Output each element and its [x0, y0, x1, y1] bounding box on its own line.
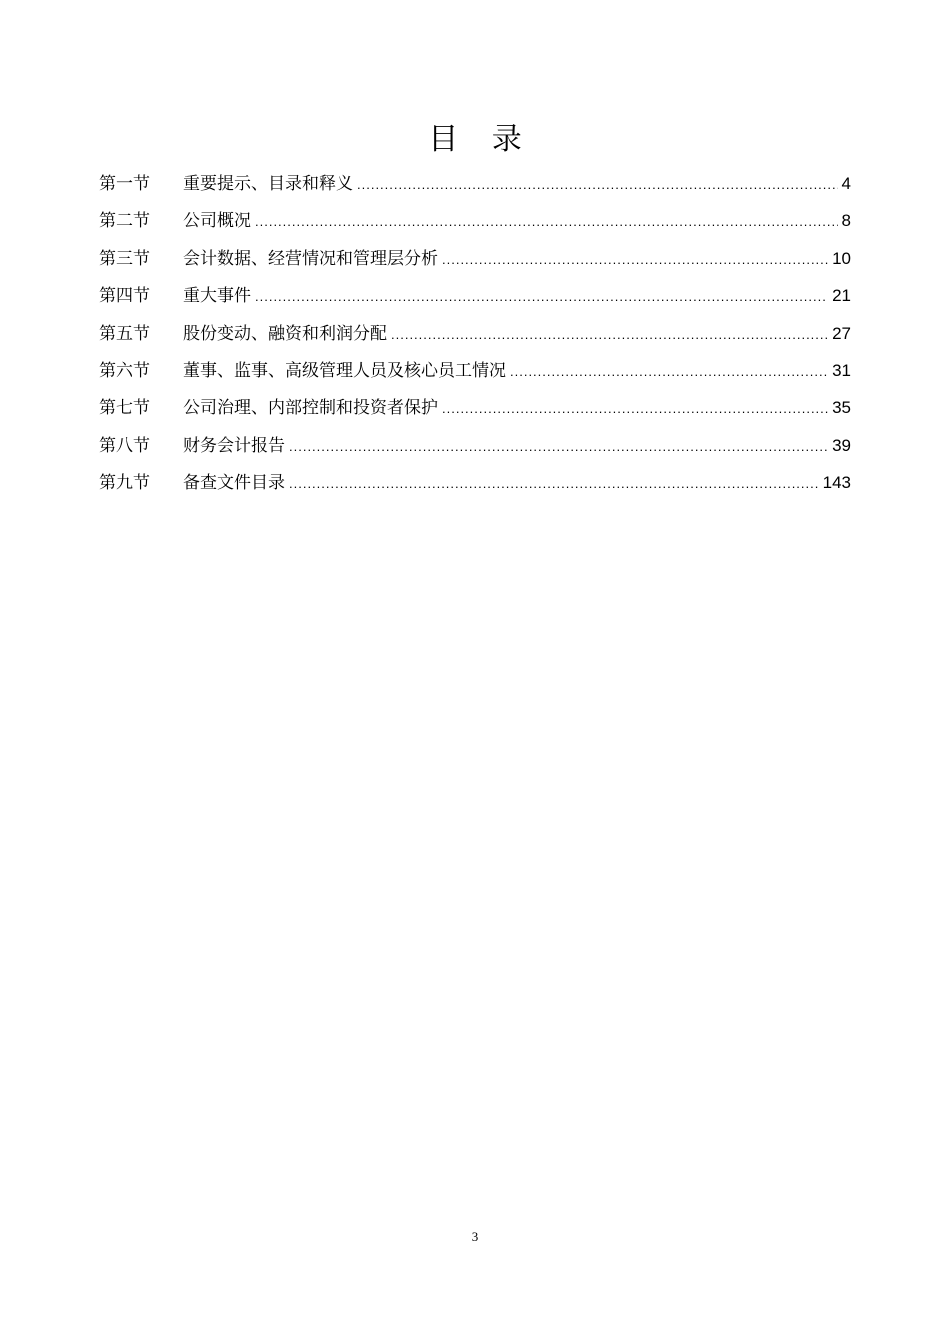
toc-entry[interactable] [99, 165, 851, 202]
toc-section-title: 董事、监事、高级管理人员及核心员工情况 [183, 360, 506, 381]
toc-section-title: 财务会计报告 [183, 435, 285, 456]
toc-section-number: 第九节 [99, 473, 150, 494]
toc-section-title: 公司治理、内部控制和投资者保护 [183, 398, 438, 419]
toc-page-number: 31 [832, 360, 851, 380]
toc-entry[interactable] [99, 389, 851, 426]
toc-page-number: 143 [822, 473, 851, 493]
page-title: 目 录 [428, 122, 534, 157]
toc-page-number: 35 [832, 398, 851, 418]
page-footer-number: 3 [471, 1229, 479, 1244]
toc-entry[interactable] [99, 277, 851, 314]
toc-dot-leader [510, 353, 828, 390]
toc-section-number: 第四节 [99, 286, 150, 307]
toc-section-number: 第三节 [99, 248, 150, 269]
toc-entry[interactable] [99, 315, 851, 352]
toc-dot-leader [289, 428, 828, 465]
toc-page-number: 21 [832, 286, 851, 306]
toc-section-number: 第五节 [99, 323, 150, 344]
toc-section-number: 第七节 [99, 398, 150, 419]
toc-page-number: 10 [832, 248, 851, 268]
toc-dot-leader [357, 166, 838, 203]
toc-dot-leader [255, 203, 838, 240]
toc-section-title: 备查文件目录 [183, 473, 285, 494]
toc-dot-leader [391, 316, 828, 353]
toc-entry[interactable] [99, 427, 851, 464]
toc-entry[interactable] [99, 202, 851, 239]
toc-section-title: 会计数据、经营情况和管理层分析 [183, 248, 438, 269]
toc-dot-leader [255, 278, 828, 315]
toc-page-number: 4 [841, 174, 851, 193]
toc-section-title: 公司概况 [183, 211, 251, 232]
toc-section-title: 股份变动、融资和利润分配 [183, 323, 387, 344]
toc-section-title: 重要提示、目录和释义 [183, 174, 353, 194]
toc-section-title: 重大事件 [183, 286, 251, 307]
toc-entry[interactable] [99, 352, 851, 389]
toc-page-number: 27 [832, 323, 851, 343]
toc-entry[interactable] [99, 464, 851, 501]
toc-page-number: 39 [832, 435, 851, 455]
toc-section-number: 第六节 [99, 360, 150, 381]
toc-entry[interactable] [99, 240, 851, 277]
table-of-contents [99, 165, 851, 502]
toc-dot-leader [442, 241, 828, 278]
toc-section-number: 第二节 [99, 211, 150, 232]
toc-section-number: 第八节 [99, 435, 150, 456]
toc-section-number: 第一节 [99, 174, 150, 194]
toc-dot-leader [442, 390, 828, 427]
toc-dot-leader [289, 465, 819, 502]
toc-page-number: 8 [841, 211, 851, 231]
